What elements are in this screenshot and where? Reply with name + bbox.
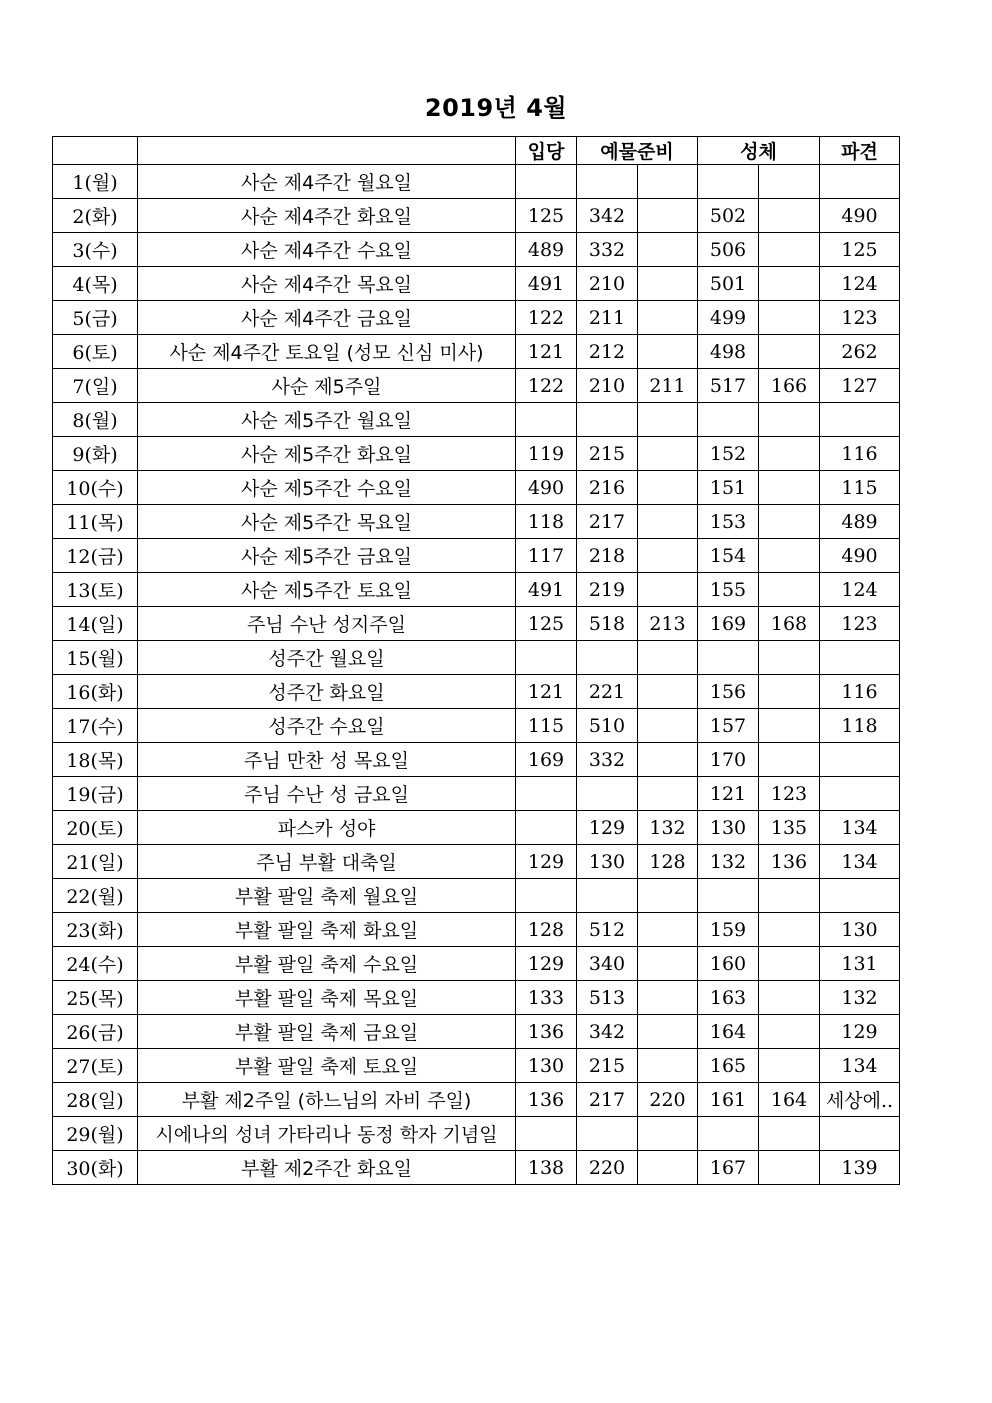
- header-offertory: 예물준비: [577, 137, 698, 165]
- row-hymn-offertory-2: [638, 437, 698, 471]
- row-hymn-dismissal: [820, 641, 900, 675]
- row-celebration-name: 부활 제2주일 (하느님의 자비 주일): [138, 1083, 516, 1117]
- row-hymn-entrance: 169: [516, 743, 577, 777]
- row-hymn-offertory-2: [638, 981, 698, 1015]
- row-hymn-communion-2: [759, 505, 820, 539]
- row-hymn-dismissal: 124: [820, 573, 900, 607]
- row-hymn-offertory-1: 219: [577, 573, 638, 607]
- row-hymn-communion-1: 517: [698, 369, 759, 403]
- table-row: [53, 539, 900, 573]
- row-hymn-communion-2: [759, 165, 820, 199]
- row-hymn-offertory-2: [638, 1151, 698, 1185]
- table-row: [53, 437, 900, 471]
- row-hymn-communion-1: 502: [698, 199, 759, 233]
- row-hymn-communion-2: [759, 981, 820, 1015]
- row-celebration-name: 성주간 월요일: [138, 641, 516, 675]
- row-hymn-dismissal: 118: [820, 709, 900, 743]
- row-hymn-offertory-2: 213: [638, 607, 698, 641]
- row-hymn-dismissal: [820, 743, 900, 777]
- row-hymn-entrance: [516, 1117, 577, 1151]
- row-hymn-dismissal: 124: [820, 267, 900, 301]
- row-hymn-entrance: 122: [516, 301, 577, 335]
- row-hymn-dismissal: 116: [820, 675, 900, 709]
- row-hymn-entrance: 138: [516, 1151, 577, 1185]
- table-row: [53, 981, 900, 1015]
- row-hymn-communion-2: [759, 403, 820, 437]
- row-hymn-entrance: 121: [516, 675, 577, 709]
- row-hymn-offertory-1: 332: [577, 233, 638, 267]
- row-hymn-offertory-1: 210: [577, 267, 638, 301]
- header-dismissal: 파견: [820, 137, 900, 165]
- row-hymn-dismissal: 134: [820, 1049, 900, 1083]
- row-hymn-entrance: 129: [516, 947, 577, 981]
- table-row: [53, 165, 900, 199]
- row-hymn-communion-2: 166: [759, 369, 820, 403]
- row-hymn-communion-1: 506: [698, 233, 759, 267]
- row-celebration-name: 사순 제4주간 금요일: [138, 301, 516, 335]
- table-row: [53, 913, 900, 947]
- row-hymn-entrance: [516, 811, 577, 845]
- row-celebration-name: 부활 제2주간 화요일: [138, 1151, 516, 1185]
- row-celebration-name: 부활 팔일 축제 목요일: [138, 981, 516, 1015]
- header-name: [138, 137, 516, 165]
- table-row: [53, 607, 900, 641]
- table-row: [53, 947, 900, 981]
- row-hymn-communion-2: [759, 199, 820, 233]
- row-hymn-offertory-2: 128: [638, 845, 698, 879]
- table-row: [53, 471, 900, 505]
- row-hymn-communion-1: 165: [698, 1049, 759, 1083]
- table-row: [53, 709, 900, 743]
- row-hymn-offertory-1: 342: [577, 1015, 638, 1049]
- row-hymn-communion-1: 152: [698, 437, 759, 471]
- row-hymn-communion-1: [698, 1117, 759, 1151]
- row-hymn-offertory-2: [638, 573, 698, 607]
- row-hymn-entrance: 117: [516, 539, 577, 573]
- row-hymn-communion-1: 130: [698, 811, 759, 845]
- row-celebration-name: 사순 제4주간 목요일: [138, 267, 516, 301]
- row-hymn-communion-2: [759, 947, 820, 981]
- row-hymn-offertory-1: 512: [577, 913, 638, 947]
- row-hymn-dismissal: 116: [820, 437, 900, 471]
- row-hymn-dismissal: [820, 879, 900, 913]
- row-hymn-dismissal: 139: [820, 1151, 900, 1185]
- row-hymn-offertory-1: 129: [577, 811, 638, 845]
- row-hymn-entrance: 129: [516, 845, 577, 879]
- page-title: 2019년 4월: [424, 94, 568, 122]
- row-date: 19(금): [53, 777, 138, 811]
- row-hymn-entrance: 121: [516, 335, 577, 369]
- row-celebration-name: 사순 제4주간 토요일 (성모 신심 미사): [138, 335, 516, 369]
- row-hymn-communion-1: [698, 165, 759, 199]
- row-hymn-entrance: [516, 641, 577, 675]
- row-hymn-offertory-2: [638, 539, 698, 573]
- row-hymn-offertory-1: 210: [577, 369, 638, 403]
- row-hymn-offertory-2: [638, 947, 698, 981]
- row-celebration-name: 시에나의 성녀 가타리나 동정 학자 기념일: [138, 1117, 516, 1151]
- row-hymn-offertory-2: [638, 743, 698, 777]
- table-row: [53, 573, 900, 607]
- row-hymn-entrance: 491: [516, 573, 577, 607]
- row-hymn-dismissal: 129: [820, 1015, 900, 1049]
- row-hymn-entrance: 133: [516, 981, 577, 1015]
- row-celebration-name: 주님 수난 성 금요일: [138, 777, 516, 811]
- table-row: [53, 1049, 900, 1083]
- row-hymn-communion-2: [759, 471, 820, 505]
- row-hymn-communion-1: 160: [698, 947, 759, 981]
- row-hymn-communion-1: 170: [698, 743, 759, 777]
- row-hymn-offertory-1: 513: [577, 981, 638, 1015]
- row-hymn-communion-1: [698, 879, 759, 913]
- row-hymn-offertory-2: [638, 199, 698, 233]
- hymn-schedule-table: [52, 136, 900, 1185]
- row-hymn-offertory-2: [638, 913, 698, 947]
- row-hymn-communion-1: 499: [698, 301, 759, 335]
- row-date: 3(수): [53, 233, 138, 267]
- row-hymn-communion-1: 155: [698, 573, 759, 607]
- row-date: 1(월): [53, 165, 138, 199]
- row-date: 15(월): [53, 641, 138, 675]
- header-communion: 성체: [698, 137, 820, 165]
- row-hymn-dismissal: [820, 165, 900, 199]
- row-hymn-offertory-2: 220: [638, 1083, 698, 1117]
- row-date: 20(토): [53, 811, 138, 845]
- row-celebration-name: 사순 제4주간 수요일: [138, 233, 516, 267]
- header-entrance: 입당: [516, 137, 577, 165]
- row-hymn-dismissal: 127: [820, 369, 900, 403]
- row-hymn-offertory-2: [638, 403, 698, 437]
- table-row: [53, 811, 900, 845]
- row-hymn-communion-1: 163: [698, 981, 759, 1015]
- row-date: 4(목): [53, 267, 138, 301]
- row-hymn-communion-2: [759, 267, 820, 301]
- row-celebration-name: 사순 제5주간 수요일: [138, 471, 516, 505]
- row-hymn-offertory-2: [638, 165, 698, 199]
- row-date: 2(화): [53, 199, 138, 233]
- table-row: [53, 369, 900, 403]
- row-hymn-communion-2: 168: [759, 607, 820, 641]
- row-date: 24(수): [53, 947, 138, 981]
- row-hymn-offertory-1: [577, 879, 638, 913]
- row-hymn-dismissal: 130: [820, 913, 900, 947]
- row-celebration-name: 성주간 수요일: [138, 709, 516, 743]
- row-hymn-communion-2: [759, 539, 820, 573]
- row-celebration-name: 부활 팔일 축제 월요일: [138, 879, 516, 913]
- row-date: 11(목): [53, 505, 138, 539]
- row-hymn-offertory-1: 216: [577, 471, 638, 505]
- row-hymn-entrance: [516, 165, 577, 199]
- row-hymn-dismissal: 123: [820, 301, 900, 335]
- table-row: [53, 879, 900, 913]
- row-hymn-communion-1: 121: [698, 777, 759, 811]
- row-hymn-offertory-1: [577, 1117, 638, 1151]
- row-hymn-communion-2: [759, 437, 820, 471]
- row-hymn-offertory-1: 510: [577, 709, 638, 743]
- row-hymn-offertory-1: [577, 641, 638, 675]
- table-row: [53, 1015, 900, 1049]
- row-hymn-offertory-2: [638, 335, 698, 369]
- row-hymn-offertory-1: [577, 165, 638, 199]
- row-celebration-name: 부활 팔일 축제 화요일: [138, 913, 516, 947]
- row-celebration-name: 파스카 성야: [138, 811, 516, 845]
- row-celebration-name: 부활 팔일 축제 금요일: [138, 1015, 516, 1049]
- row-hymn-offertory-2: [638, 233, 698, 267]
- row-date: 21(일): [53, 845, 138, 879]
- row-hymn-dismissal: 123: [820, 607, 900, 641]
- row-hymn-entrance: 125: [516, 199, 577, 233]
- row-date: 28(일): [53, 1083, 138, 1117]
- row-hymn-offertory-2: [638, 1015, 698, 1049]
- row-hymn-dismissal: [820, 1117, 900, 1151]
- row-hymn-communion-2: [759, 1151, 820, 1185]
- row-hymn-communion-1: 157: [698, 709, 759, 743]
- row-hymn-entrance: 490: [516, 471, 577, 505]
- row-hymn-communion-2: [759, 675, 820, 709]
- row-hymn-offertory-1: 217: [577, 505, 638, 539]
- row-hymn-offertory-2: [638, 879, 698, 913]
- table-row: [53, 335, 900, 369]
- table-row: [53, 1117, 900, 1151]
- row-hymn-offertory-1: 215: [577, 1049, 638, 1083]
- row-date: 22(월): [53, 879, 138, 913]
- table-row: [53, 301, 900, 335]
- row-hymn-dismissal: 132: [820, 981, 900, 1015]
- row-hymn-communion-2: 136: [759, 845, 820, 879]
- row-hymn-communion-1: [698, 403, 759, 437]
- row-hymn-entrance: 122: [516, 369, 577, 403]
- table-row: [53, 505, 900, 539]
- table-row: [53, 641, 900, 675]
- row-date: 5(금): [53, 301, 138, 335]
- row-date: 25(목): [53, 981, 138, 1015]
- row-celebration-name: 사순 제5주간 화요일: [138, 437, 516, 471]
- row-hymn-communion-1: 159: [698, 913, 759, 947]
- row-hymn-offertory-2: [638, 1049, 698, 1083]
- row-hymn-entrance: 136: [516, 1083, 577, 1117]
- row-hymn-offertory-1: [577, 403, 638, 437]
- row-celebration-name: 부활 팔일 축제 토요일: [138, 1049, 516, 1083]
- table-row: [53, 199, 900, 233]
- row-celebration-name: 사순 제5주간 금요일: [138, 539, 516, 573]
- row-hymn-offertory-1: 130: [577, 845, 638, 879]
- row-hymn-offertory-1: 217: [577, 1083, 638, 1117]
- row-hymn-communion-1: 151: [698, 471, 759, 505]
- row-date: 10(수): [53, 471, 138, 505]
- row-hymn-offertory-2: [638, 267, 698, 301]
- row-hymn-offertory-2: 132: [638, 811, 698, 845]
- row-hymn-communion-1: 501: [698, 267, 759, 301]
- row-hymn-communion-2: 123: [759, 777, 820, 811]
- row-hymn-offertory-1: [577, 777, 638, 811]
- row-hymn-entrance: 491: [516, 267, 577, 301]
- header-row: [53, 137, 900, 165]
- row-hymn-communion-2: [759, 913, 820, 947]
- row-hymn-offertory-2: [638, 1117, 698, 1151]
- table-row: [53, 1083, 900, 1117]
- row-hymn-dismissal: 490: [820, 199, 900, 233]
- row-date: 9(화): [53, 437, 138, 471]
- row-hymn-entrance: 119: [516, 437, 577, 471]
- row-hymn-entrance: [516, 403, 577, 437]
- row-hymn-communion-2: [759, 573, 820, 607]
- row-hymn-communion-2: [759, 641, 820, 675]
- table-row: [53, 777, 900, 811]
- row-hymn-communion-2: [759, 233, 820, 267]
- row-date: 12(금): [53, 539, 138, 573]
- table-row: [53, 675, 900, 709]
- row-date: 7(일): [53, 369, 138, 403]
- row-hymn-communion-2: [759, 709, 820, 743]
- row-hymn-offertory-2: [638, 675, 698, 709]
- row-celebration-name: 사순 제4주간 화요일: [138, 199, 516, 233]
- table-row: [53, 743, 900, 777]
- table-row: [53, 1151, 900, 1185]
- row-hymn-dismissal: 489: [820, 505, 900, 539]
- row-hymn-communion-1: 154: [698, 539, 759, 573]
- row-date: 26(금): [53, 1015, 138, 1049]
- row-hymn-offertory-1: 215: [577, 437, 638, 471]
- row-hymn-entrance: 136: [516, 1015, 577, 1049]
- row-hymn-dismissal: 125: [820, 233, 900, 267]
- row-hymn-communion-1: 153: [698, 505, 759, 539]
- row-hymn-dismissal: 세상에..: [820, 1083, 900, 1117]
- row-hymn-offertory-1: 212: [577, 335, 638, 369]
- row-celebration-name: 주님 부활 대축일: [138, 845, 516, 879]
- row-hymn-offertory-2: 211: [638, 369, 698, 403]
- row-hymn-offertory-1: 518: [577, 607, 638, 641]
- row-hymn-dismissal: [820, 403, 900, 437]
- row-hymn-dismissal: 115: [820, 471, 900, 505]
- row-date: 16(화): [53, 675, 138, 709]
- row-hymn-offertory-2: [638, 301, 698, 335]
- row-hymn-communion-2: [759, 1049, 820, 1083]
- row-hymn-dismissal: 134: [820, 845, 900, 879]
- row-hymn-dismissal: 134: [820, 811, 900, 845]
- row-hymn-offertory-2: [638, 709, 698, 743]
- row-date: 27(토): [53, 1049, 138, 1083]
- row-hymn-communion-1: 167: [698, 1151, 759, 1185]
- row-date: 30(화): [53, 1151, 138, 1185]
- row-hymn-offertory-1: 218: [577, 539, 638, 573]
- row-hymn-communion-1: 132: [698, 845, 759, 879]
- row-celebration-name: 사순 제4주간 월요일: [138, 165, 516, 199]
- row-hymn-offertory-2: [638, 641, 698, 675]
- row-date: 13(토): [53, 573, 138, 607]
- row-hymn-entrance: 125: [516, 607, 577, 641]
- row-celebration-name: 주님 수난 성지주일: [138, 607, 516, 641]
- row-hymn-dismissal: 131: [820, 947, 900, 981]
- row-hymn-communion-1: 161: [698, 1083, 759, 1117]
- row-hymn-entrance: 489: [516, 233, 577, 267]
- row-hymn-offertory-1: 221: [577, 675, 638, 709]
- row-celebration-name: 사순 제5주간 월요일: [138, 403, 516, 437]
- row-date: 14(일): [53, 607, 138, 641]
- row-hymn-communion-1: 164: [698, 1015, 759, 1049]
- row-date: 23(화): [53, 913, 138, 947]
- row-hymn-offertory-2: [638, 505, 698, 539]
- row-hymn-entrance: [516, 777, 577, 811]
- row-celebration-name: 성주간 화요일: [138, 675, 516, 709]
- row-hymn-communion-2: [759, 335, 820, 369]
- row-hymn-offertory-2: [638, 777, 698, 811]
- row-celebration-name: 사순 제5주일: [138, 369, 516, 403]
- row-hymn-communion-1: 156: [698, 675, 759, 709]
- row-celebration-name: 부활 팔일 축제 수요일: [138, 947, 516, 981]
- row-hymn-entrance: 128: [516, 913, 577, 947]
- row-hymn-offertory-1: 332: [577, 743, 638, 777]
- row-date: 17(수): [53, 709, 138, 743]
- row-hymn-dismissal: 262: [820, 335, 900, 369]
- header-date: [53, 137, 138, 165]
- row-celebration-name: 사순 제5주간 토요일: [138, 573, 516, 607]
- row-celebration-name: 사순 제5주간 목요일: [138, 505, 516, 539]
- table-row: [53, 233, 900, 267]
- row-hymn-entrance: 115: [516, 709, 577, 743]
- row-hymn-dismissal: 490: [820, 539, 900, 573]
- row-hymn-communion-2: [759, 301, 820, 335]
- row-date: 29(월): [53, 1117, 138, 1151]
- row-hymn-communion-2: [759, 879, 820, 913]
- row-date: 6(토): [53, 335, 138, 369]
- row-date: 18(목): [53, 743, 138, 777]
- row-hymn-communion-2: [759, 1015, 820, 1049]
- row-hymn-communion-1: 169: [698, 607, 759, 641]
- row-hymn-communion-1: 498: [698, 335, 759, 369]
- row-hymn-communion-2: [759, 1117, 820, 1151]
- row-hymn-offertory-1: 220: [577, 1151, 638, 1185]
- row-celebration-name: 주님 만찬 성 목요일: [138, 743, 516, 777]
- row-hymn-entrance: 118: [516, 505, 577, 539]
- table-row: [53, 267, 900, 301]
- row-date: 8(월): [53, 403, 138, 437]
- row-hymn-offertory-1: 211: [577, 301, 638, 335]
- row-hymn-entrance: 130: [516, 1049, 577, 1083]
- row-hymn-communion-2: [759, 743, 820, 777]
- row-hymn-offertory-1: 342: [577, 199, 638, 233]
- row-hymn-entrance: [516, 879, 577, 913]
- row-hymn-dismissal: [820, 777, 900, 811]
- table-row: [53, 403, 900, 437]
- row-hymn-offertory-2: [638, 471, 698, 505]
- table-row: [53, 845, 900, 879]
- row-hymn-communion-2: 135: [759, 811, 820, 845]
- row-hymn-communion-2: 164: [759, 1083, 820, 1117]
- row-hymn-offertory-1: 340: [577, 947, 638, 981]
- row-hymn-communion-1: [698, 641, 759, 675]
